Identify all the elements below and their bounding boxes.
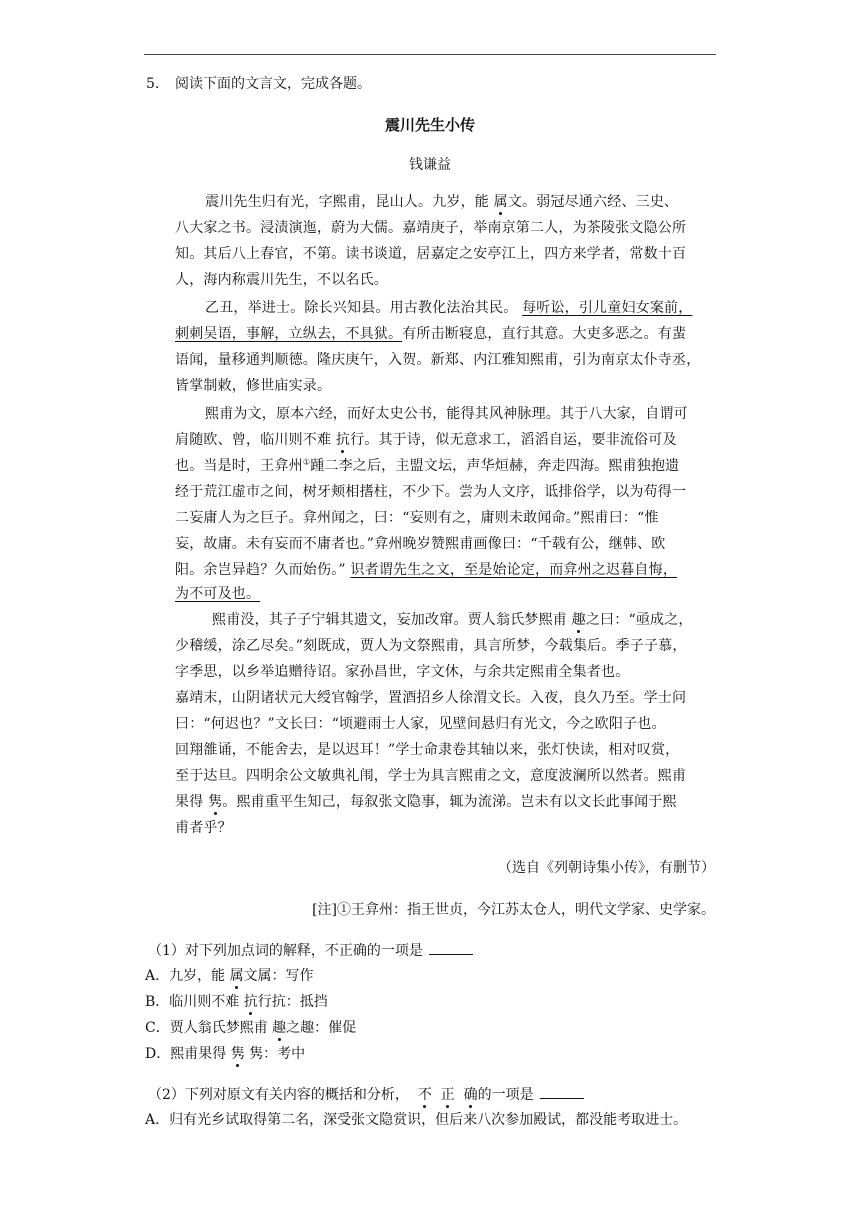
para5-line2: 曰：“何迟也？”文长曰：“顷避雨士人家，见壁间悬归有光文，今之欧阳子也。 <box>175 716 666 732</box>
dotted-char: 抗 <box>335 432 351 448</box>
para2-line3: 语闻，量移通判顺德。隆庆庚午，入贺。新郑、内江雅知熙甫，引为南京太仆寺丞， <box>175 352 701 368</box>
para1-line1: 震川先生归有光，字熙甫，昆山人。九岁，能 属文。弱冠尽通六经、三史、 <box>205 194 679 210</box>
para1-line4: 人，海内称震川先生，不以名氏。 <box>175 272 388 288</box>
para5-line6: 甫者乎？ <box>175 820 232 836</box>
dotted-char: 隽 <box>208 794 223 810</box>
dotted-char: 抗 <box>243 994 258 1010</box>
dotted-char: 正 <box>440 1087 455 1103</box>
underlined-text: 为不可及也。 <box>175 586 261 602</box>
para5-line1: 嘉靖末，山阴诸状元大绶官翰学，置酒招乡人徐渭文长。入夜，良久乃至。学士问 <box>175 690 687 706</box>
option-a: A．九岁，能 属文属：写作 <box>145 968 314 984</box>
option-d: D．熙甫果得 隽 隽：考中 <box>145 1046 306 1062</box>
para2-line2: 刺刺吴语，事解，立纵去，不具狱。有所击断寝息，直行其意。大吏多恶之。有蜚 <box>175 326 687 342</box>
question-number: 5. <box>146 76 160 92</box>
instruction: 阅读下面的文言文，完成各题。 <box>175 76 371 92</box>
answer-blank[interactable] <box>540 1084 584 1099</box>
para1-line2: 八大家之书。浸渍演迤，蔚为大儒。嘉靖庚子，举南京第二人，为茶陵张文隐公所 <box>175 220 687 236</box>
passage-author: 钱谦益 <box>409 157 451 173</box>
option-2a: A．归有光乡试取得第二名，深受张文隐赏识，但后来八次参加殿试，都没能考取进士。 <box>145 1112 688 1128</box>
para3-line1: 熙甫为文，原本六经，而好太史公书，能得其风神脉理。其于八大家，自谓可 <box>205 406 688 422</box>
para4-line1: 熙甫没，其子子宁辑其遗文，妄加改窜。贾人翁氏梦熙甫 趣之曰：“亟成之， <box>212 612 693 628</box>
para4-line2: 少稽缓，涂乙尽矣。”刻既成，贾人为文祭熙甫，具言所梦，今载集后。季子子慕， <box>175 638 687 654</box>
option-c: C．贾人翁氏梦熙甫 趣之趣：催促 <box>145 1020 357 1036</box>
para3-line4: 经于荒江虚市之间，树牙颊相搘柱，不少下。尝为人文序，诋排俗学，以为苟得一 <box>175 484 687 500</box>
para2-line1: 乙丑，举进士。除长兴知县。用古教化法治其民。 每听讼，引儿童妇女案前， <box>205 300 693 316</box>
underlined-text: 刺刺吴语，事解，立纵去，不具狱。 <box>175 326 403 342</box>
footnote: [注]①王弇州：指王世贞，今江苏太仓人，明代文学家、史学家。 <box>312 902 715 918</box>
footnote-marker: ① <box>302 457 311 467</box>
para3-line3: 也。当是时，王弇州①踵二李之后，主盟文坛，声华烜赫，奔走四海。熙甫独抱遗 <box>175 457 680 474</box>
dotted-char: 隽 <box>230 1046 245 1062</box>
underlined-text: 每听讼，引儿童妇女案前， <box>522 300 693 316</box>
subquestion-1-stem: （1）对下列加点词的解释，不正确的一项是 <box>148 940 473 961</box>
para3-line6: 妄，故庸。未有妄而不庸者也。”弇州晚岁赞熙甫画像曰：“千载有公，继韩、欧 <box>175 536 666 552</box>
para2-line4: 皆掌制敕，修世庙实录。 <box>175 378 332 394</box>
source-citation: （选自《列朝诗集小传》，有删节） <box>498 860 715 876</box>
dotted-char: 趣 <box>272 1020 287 1036</box>
subquestion-2-stem: （2）下列对原文有关内容的概括和分析， 不 正 确的一项是 <box>148 1084 584 1105</box>
dotted-char: 趣 <box>571 612 586 628</box>
passage-title: 震川先生小传 <box>384 116 475 134</box>
para3-line8 <box>175 584 720 604</box>
para3-line7: 阳。余岂异趋？久而始伤。” 识者谓先生之文，至是始论定，而弇州之迟暮自悔， <box>175 562 678 578</box>
para1-line3: 知。其后八上春官，不第。读书谈道，居嘉定之安亭江上，四方来学者，常数十百 <box>175 246 687 262</box>
dotted-char: 不 <box>417 1087 432 1103</box>
underlined-text: 识者谓先生之文，至是始论定，而弇州之迟暮自悔， <box>350 562 678 578</box>
para3-line5: 二妄庸人为之巨子。弇州闻之，曰：“妄则有之，庸则未敢闻命。”熙甫曰：“惟 <box>175 510 659 526</box>
para5-line5: 果得 隽。熙甫重平生知己，每叙张文隐事，辄为流涕。岂未有以文长此事闻于熙 <box>175 794 677 810</box>
para5-line3: 回翔雒诵，不能舍去，是以迟耳！”学士命隶卷其轴以来，张灯快读，相对叹赏， <box>175 742 680 758</box>
option-b: B．临川则不难 抗行抗：抵挡 <box>145 994 328 1010</box>
para5-line4: 至于达旦。四明余公文敏典礼闱，学士为具言熙甫之文，意度波澜所以然者。熙甫 <box>175 768 687 784</box>
para3-line2: 肩随欧、曾，临川则不难 抗行。其于诗，似无意求工，滔滔自运，要非流俗可及 <box>175 432 677 448</box>
dotted-char: 确 <box>463 1087 478 1103</box>
answer-blank[interactable] <box>429 940 473 955</box>
para4-line3: 字季思，以乡举追赠待诏。家孙昌世，字文休，与余共定熙甫全集者也。 <box>175 664 630 680</box>
dotted-char: 属 <box>493 194 508 210</box>
header-rule <box>144 54 716 55</box>
dotted-char: 属 <box>229 968 244 984</box>
